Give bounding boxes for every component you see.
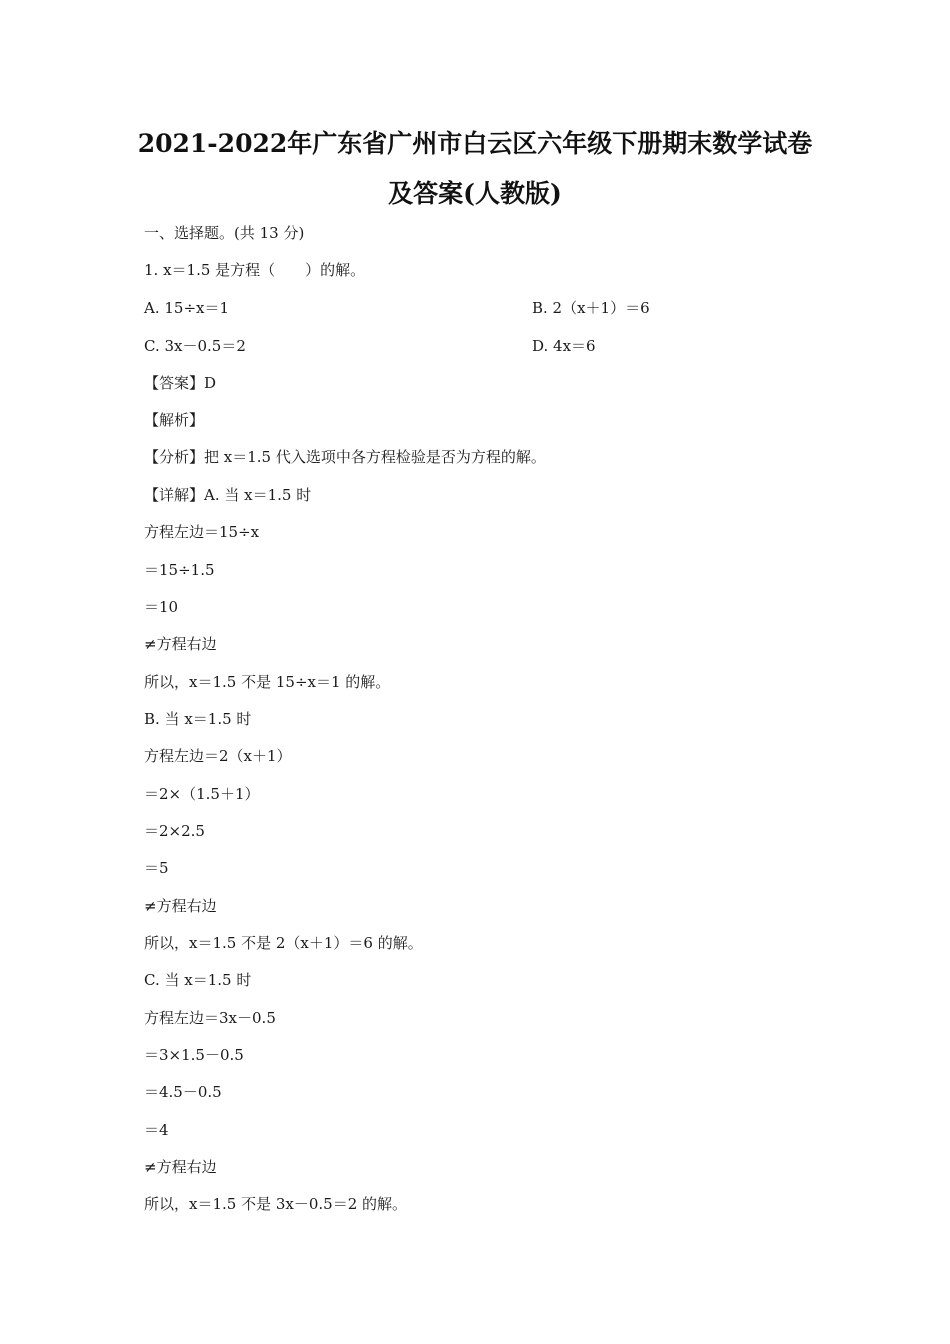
detail-b-step: ＝2×（1.5＋1）	[144, 785, 260, 803]
detail-c-intro: C. 当 x＝1.5 时	[144, 971, 252, 989]
analysis-header: 【解析】	[144, 411, 205, 429]
detail-c-step: 方程左边＝3x－0.5	[144, 1009, 276, 1027]
option-b: B. 2（x＋1）＝6	[532, 299, 650, 317]
detail-a-step: ≠方程右边	[144, 635, 217, 653]
option-a: A. 15÷x＝1	[144, 299, 230, 317]
answer-line: 【答案】D	[144, 374, 217, 392]
detail-a-intro: 【详解】A. 当 x＝1.5 时	[144, 486, 312, 504]
option-d: D. 4x＝6	[532, 337, 596, 355]
question-stem: 1. x＝1.5 是方程（ ）的解。	[144, 261, 366, 279]
detail-b-step: ≠方程右边	[144, 897, 217, 915]
detail-b-intro: B. 当 x＝1.5 时	[144, 710, 252, 728]
detail-b-step: ＝2×2.5	[144, 822, 205, 840]
detail-c-conclusion: 所以，x＝1.5 不是 3x－0.5＝2 的解。	[144, 1195, 408, 1213]
detail-a-conclusion: 所以，x＝1.5 不是 15÷x＝1 的解。	[144, 673, 391, 691]
detail-c-step: ＝3×1.5－0.5	[144, 1046, 244, 1064]
detail-c-step: ＝4.5－0.5	[144, 1083, 222, 1101]
detail-b-step: ＝5	[144, 859, 169, 877]
detail-a-step: ＝10	[144, 598, 179, 616]
page-title-line-1: 2021-2022年广东省广州市白云区六年级下册期末数学试卷	[137, 129, 813, 158]
detail-b-step: 方程左边＝2（x＋1）	[144, 747, 292, 765]
detail-a-step: ＝15÷1.5	[144, 561, 215, 579]
detail-b-conclusion: 所以，x＝1.5 不是 2（x＋1）＝6 的解。	[144, 934, 423, 952]
detail-c-step: ≠方程右边	[144, 1158, 217, 1176]
option-c: C. 3x－0.5＝2	[144, 337, 246, 355]
analysis-text: 【分析】把 x＝1.5 代入选项中各方程检验是否为方程的解。	[144, 448, 546, 466]
detail-c-step: ＝4	[144, 1121, 169, 1139]
page-title-line-2: 及答案(人教版)	[388, 179, 562, 208]
detail-a-step: 方程左边＝15÷x	[144, 523, 260, 541]
section-heading: 一、选择题。(共 13 分)	[144, 224, 305, 242]
